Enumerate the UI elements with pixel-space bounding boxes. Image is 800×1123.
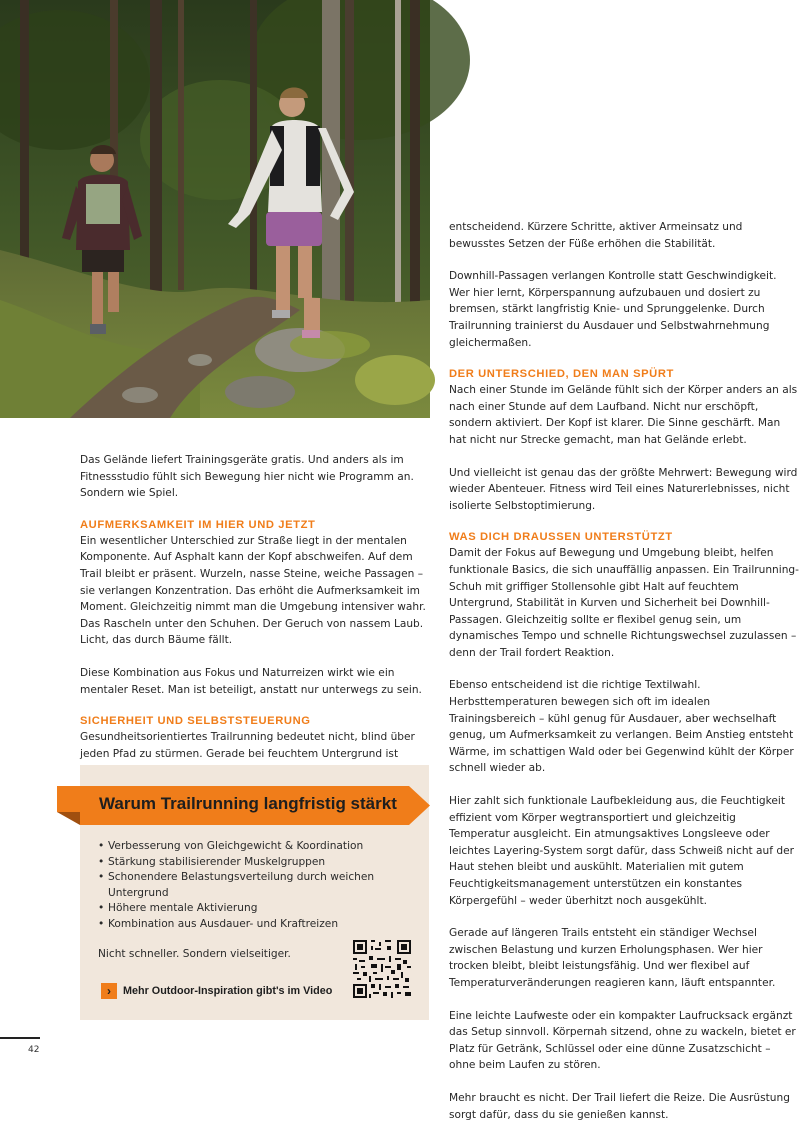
paragraph-textiles: Ebenso entscheidend ist die richtige Textilwahl. Herbsttemperaturen bewegen sich oft im idealen Trainingsbereich – kühl genug für Ausdauer, aber wechselhaft genug, um Aufmerksamkeit zu verlangen. Beim Anstieg entsteht Wärme, im schattigen Wald oder bei Gegenwind kühlt der Körper schnell wieder ab. bbox=[449, 679, 794, 775]
folio-rule bbox=[0, 1037, 40, 1039]
qr-code-icon[interactable] bbox=[353, 940, 411, 998]
paragraph-mental-reset: Diese Kombination aus Fokus und Naturreizen wirkt wie ein mentaler Reset. Man ist beteiligt, anstatt nur unterwegs zu sein. bbox=[80, 666, 422, 696]
box-tagline: Nicht schneller. Sondern vielseitiger. bbox=[98, 948, 291, 960]
paragraph-long-trails: Gerade auf längeren Trails entsteht ein ständiger Wechsel zwischen Belastung und kurzen Erholungsphasen. Wer hier trocken bleibt, bleibt leistungsfähig. Und wer flexibel auf Temperaturveränderungen reagieren kann, läuft entspannter. bbox=[449, 927, 776, 989]
paragraph-stability: entscheidend. Kürzere Schritte, aktiver Armeinsatz und bewusstes Setzen der Füße erhöhen die Stabilität. bbox=[449, 221, 743, 250]
paragraph-mental-component: Ein wesentlicher Unterschied zur Straße liegt in der mentalen Komponente. Auf Asphalt kann der Kopf abschweifen. Auf dem Trail bleibt er präsent. Wurzeln, nasse Steine, weiche Passagen – sie verlangen Konzentration. Das erhöht die Aufmerksamkeit im Moment. Gleichzeitig nimmt man die Umgebung intensiver wahr. Das Rascheln unter den Schuhen. Der Geruch von nassem Laub. Licht, das durch Bäume fällt. bbox=[80, 534, 426, 647]
paragraph-feeling: Nach einer Stunde im Gelände fühlt sich der Körper anders an als nach einer Stunde auf dem Laufband. Nicht nur erschöpft, sondern aktiviert. Der Kopf ist klarer. Die Sinne geschärft. Man hat nicht nur Strecke gemacht, man hat Gelände erlebt. bbox=[449, 384, 798, 446]
intro-paragraph: Das Gelände liefert Trainingsgeräte gratis. Und anders als im Fitnessstudio fühlt sich Bewegung hier nicht wie Programm an. Sondern wie Spiel. bbox=[80, 454, 414, 500]
page-number: 42 bbox=[28, 1045, 40, 1055]
paragraph-apparel: Hier zahlt sich funktionale Laufbekleidung aus, die Feuchtigkeit effizient vom Körper wegtransportiert und gleichzeitig Temperatur ausgleicht. Ein atmungsaktives Longsleeve oder leichtes Layering-System sorgt dafür, dass Schweiß nicht auf der Haut stehen bleibt und auskühlt. Materialien mit gutem Feuchtigkeitsmanagement unterstützen ein konstantes Körpergefühl – weder überhitzt noch ausgekühlt. bbox=[449, 795, 794, 907]
paragraph-safety: Gesundheitsorientiertes Trailrunning bedeutet nicht, blind über jeden Pfad zu stürmen. Gerade bei feuchtem Untergrund ist bbox=[80, 731, 415, 760]
box-title: Warum Trailrunning langfristig stärkt bbox=[99, 794, 397, 813]
paragraph-adventure: Und vielleicht ist genau das der größte Mehrwert: Bewegung wird wieder Abenteuer. Fitness wird Teil eines Naturerlebnisses, nicht isolierte Selbstoptimierung. bbox=[449, 466, 798, 512]
section-heading-safety: SICHERHEIT UND SELBSTSTEUERUNG bbox=[80, 715, 311, 728]
section-heading-difference: DER UNTERSCHIED, DEN MAN SPÜRT bbox=[449, 368, 674, 381]
video-link[interactable] bbox=[101, 982, 332, 999]
paragraph-closing: Mehr braucht es nicht. Der Trail liefert die Reize. Die Ausrüstung sorgt dafür, dass du sie genießen kannst. bbox=[449, 1091, 790, 1121]
paragraph-vest: Eine leichte Laufweste oder ein kompakter Laufrucksack ergänzt das Setup sinnvoll. Körpernah sitzend, ohne zu wackeln, bietet er Platz für Getränk, Schlüssel oder eine dünne Zusatzschicht – ohne beim Laufen zu stören. bbox=[449, 1009, 796, 1072]
trail-running-photo bbox=[0, 0, 430, 418]
list-item: • Kombination aus Ausdauer- und Kraftreizen bbox=[98, 917, 418, 933]
section-heading-support: WAS DICH DRAUSSEN UNTERSTÜTZT bbox=[449, 531, 673, 544]
list-item: • Schonendere Belastungsverteilung durch weichen Untergrund bbox=[98, 870, 418, 901]
list-item: • Stärkung stabilisierender Muskelgruppen bbox=[98, 855, 418, 871]
section-heading-attention: AUFMERKSAMKEIT IM HIER UND JETZT bbox=[80, 518, 316, 531]
left-column bbox=[80, 452, 428, 779]
list-item: • Verbesserung von Gleichgewicht & Koordination bbox=[98, 839, 418, 855]
list-item: • Höhere mentale Aktivierung bbox=[98, 901, 418, 917]
paragraph-downhill: Downhill-Passagen verlangen Kontrolle statt Geschwindigkeit. Wer hier lernt, Körperspannung aufzubauen und dosiert zu bremsen, stärkt langfristig Knie- und Sprunggelenke. Durch Trailrunning trainierst du Ausdauer und Selbstwahrnehmung gleichermaßen. bbox=[449, 270, 777, 349]
video-link-label: Mehr Outdoor-Inspiration gibt's im Video bbox=[123, 984, 333, 997]
right-column bbox=[449, 219, 799, 1123]
benefit-list bbox=[98, 839, 418, 933]
arrow-right-icon: › bbox=[101, 983, 117, 999]
box-title-banner bbox=[57, 786, 430, 825]
forest-scene bbox=[0, 0, 430, 418]
paragraph-shoes: Damit der Fokus auf Bewegung und Umgebung bleibt, helfen funktionale Basics, die sich unauffällig anpassen. Ein Trailrunning-Schuh mit griffiger Stollensohle gibt Halt auf feuchtem Untergrund, Stabilität in Kurven und Sicherheit bei Downhill-Passagen. Gleichzeitig sollte er flexibel genug sein, um dynamisches Tempo und schnelle Richtungswechsel zuzulassen – denn der Trail fordert Reaktion. bbox=[449, 547, 799, 659]
